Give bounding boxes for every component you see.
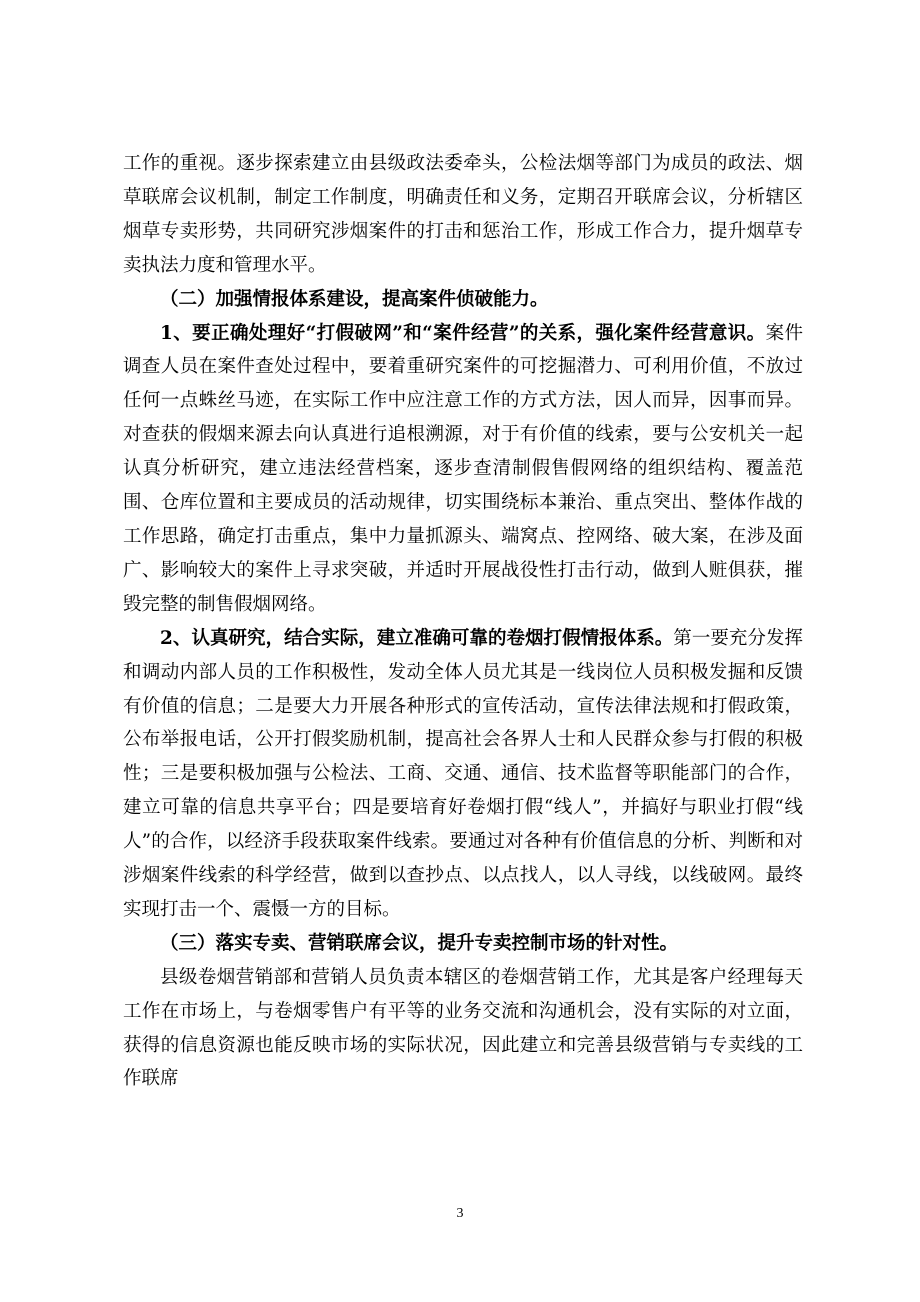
paragraph-continuation: 工作的重视。逐步探索建立由县级政法委牵头，公检法烟等部门为成员的政法、烟草联席会议机制，制定工作制度，明确责任和义务，定期召开联席会议，分析辖区烟草专卖形势，共同研究涉烟案件的打击和惩治工作，形成工作合力，提升烟草专卖执法力度和管理水平。 <box>123 153 803 276</box>
page-number: 3 <box>456 1206 464 1221</box>
paragraph-lead-bold: 2、认真研究，结合实际，建立准确可靠的卷烟打假情报体系。 <box>160 627 674 649</box>
paragraph-lead-bold: 1、要正确处理好“打假破网”和“案件经营”的关系，强化案件经营意识。 <box>160 322 766 344</box>
section-heading-3: （三）落实专卖、营销联席会议，提升专卖控制市场的针对性。 <box>160 932 679 954</box>
paragraph-intelligence-system <box>123 622 803 927</box>
paragraph-case-management <box>123 317 803 622</box>
paragraph-body: 第一要充分发挥和调动内部人员的工作积极性，发动全体人员尤其是一线岗位人员积极发掘和反馈有价值的信息；二是要大力开展各种形式的宣传活动，宣传法律法规和打假政策，公布举报电话，公开打假奖励机制，提高社会各界人士和人民群众参与打假的积极性；三是要积极加强与公检法、工商、交通、通信、技术监督等职能部门的合作，建立可靠的信息共享平台；四是要培育好卷烟打假“线人”，并搞好与职业打假“线人”的合作，以经济手段获取案件线索。要通过对各种有价值信息的分析、判断和对涉烟案件线索的科学经营，做到以查抄点、以点找人，以人寻线，以线破网。最终实现打击一个、震慑一方的目标。 <box>123 627 803 920</box>
paragraph-marketing: 县级卷烟营销部和营销人员负责本辖区的卷烟营销工作，尤其是客户经理每天工作在市场上，与卷烟零售户有平等的业务交流和沟通机会，没有实际的对立面，获得的信息资源也能反映市场的实际状况，因此建立和完善县级营销与专卖线的工作联席 <box>123 966 803 1090</box>
section-heading-2: （二）加强情报体系建设，提高案件侦破能力。 <box>160 288 549 310</box>
paragraph-body: 案件调查人员在案件查处过程中，要着重研究案件的可挖掘潜力、可利用价值，不放过任何一点蛛丝马迹，在实际工作中应注意工作的方式方法，因人而异，因事而异。对查获的假烟来源去向认真进行追根溯源，对于有价值的线索，要与公安机关一起认真分析研究，建立违法经营档案，逐步查清制假售假网络的组织结构、覆盖范围、仓库位置和主要成员的活动规律，切实围绕标本兼治、重点突出、整体作战的工作思路，确定打击重点，集中力量抓源头、端窝点、控网络、破大案，在涉及面广、影响较大的案件上寻求突破，并适时开展战役性打击行动，做到人赃俱获，摧毁完整的制售假烟网络。 <box>123 322 803 615</box>
body-text <box>123 147 803 1096</box>
